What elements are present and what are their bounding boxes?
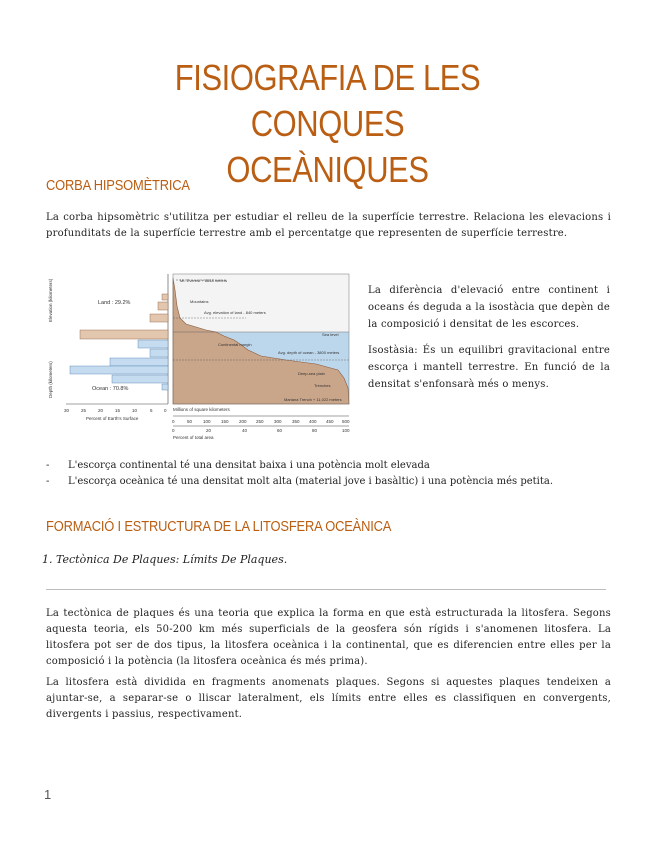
mariana-label: Mariana Trench + 11,022 meters [284,397,342,402]
land-label: Land : 29.2% [98,300,131,306]
isostasy-definition: Isostàsia: És un equilibri gravitacional entre escorça i mantell terrestre. En funció de la densitat s'enfonsarà més o menys. [368,345,610,390]
pct-tick-20: 20 [206,428,212,433]
km-tick-250: 250 [256,419,264,424]
trenches-label: Trenches [314,383,331,388]
hypsometric-figure [46,270,351,442]
everest-label: Mt. Everest + 8848 meters [180,278,228,283]
x-axis-left-label: Percent of Earth's Surface [86,416,139,421]
x-axis-right-top-label: Millions of square kilometers [173,407,230,412]
title-line-1: FISIOGRAFIA DE LES CONQUES [174,57,481,144]
left-tick-30: 30 [64,408,70,413]
km-tick-0: 0 [172,419,175,424]
land-bar-1 [162,294,168,300]
bullet-text: L'escorça oceànica té una densitat molt alta (material jove i basàltic) i una potència més petita. [68,476,554,487]
km-tick-150: 150 [221,419,229,424]
plates-paragraph: La litosfera està dividida en fragments anomenats plaques. Segons si aquestes plaques tendeixen a ajuntar-se, a separar-se o lliscar lateralment, els límits entre elles es classifiquen en convergents, divergents i passius, respectivament. [46,677,611,720]
km-tick-350: 350 [292,419,300,424]
km-tick-450: 450 [326,419,334,424]
left-tick-10: 10 [132,408,138,413]
km-tick-50: 50 [187,419,193,424]
km-tick-200: 200 [239,419,247,424]
km-tick-300: 300 [274,419,282,424]
x-axis-right-bottom-label: Percent of total area [173,435,214,440]
ocean-bar-5 [112,375,168,383]
section-heading-lithosphere: FORMACIÓ I ESTRUCTURA DE LA LITOSFERA OCEÀNICA [46,518,392,535]
left-tick-5: 5 [150,408,153,413]
land-bar-3 [150,314,168,322]
divider [46,589,606,590]
km-tick-400: 400 [309,419,317,424]
left-tick-20: 20 [98,408,104,413]
pct-tick-100: 100 [342,428,350,433]
deep-sea-plain-label: Deep-sea plain [298,371,325,376]
km-tick-100: 100 [203,419,211,424]
pct-tick-0: 0 [172,428,175,433]
sea-level-label: Sea level [322,332,339,337]
hypsometric-chart [46,270,351,442]
avg-ocean-label: Avg. depth of ocean - 3800 meters [278,350,340,355]
section-heading-hypsometric: CORBA HIPSOMÈTRICA [46,177,190,194]
intro-paragraph: La corba hipsomètric s'utilitza per estudiar el relleu de la superfície terrestre. Relaciona les elevacions i profunditats de la superfície terrestre amb el percentatge que representen de superfície terrestre. [46,212,611,239]
ocean-bar-1 [138,340,168,348]
land-bar-2 [158,302,168,310]
title-line-2: OCEÀNIQUES [226,149,429,190]
left-tick-15: 15 [115,408,121,413]
subheading-plate-tectonics: 1. Tectònica De Plaques: Límits De Plaques. [42,553,288,566]
ocean-bar-4 [70,366,168,374]
ocean-bar-2 [150,349,168,357]
page-title [97,55,557,193]
mountains-label: Mountains [190,299,209,304]
ocean-label: Ocean : 70.8% [92,386,129,392]
pct-tick-80: 80 [312,428,318,433]
pct-tick-40: 40 [242,428,248,433]
continental-margin-label: Continental margin [218,342,252,347]
y-axis-bottom-label: Depth (kilometers) [48,361,53,398]
ocean-bar-3 [110,358,168,366]
bullet-text: L'escorça continental té una densitat baixa i una potència molt elevada [68,460,430,471]
left-tick-25: 25 [81,408,87,413]
isostasy-paragraph: La diferència d'elevació entre continent i oceans és deguda a la isostàcia que depèn de la composició i densitat de les escorces. [368,285,610,330]
y-axis-top-label: Elevation (kilometers) [48,278,53,322]
tectonics-paragraph: La tectònica de plaques és una teoria que explica la forma en que està estructurada la litosfera. Segons aquesta teoria, els 50-200 km més superficials de la geosfera són rígids i s'anomenen litosfera. La litosfera pot ser de dos tipus, la litosfera oceànica i la continental, que es diferencien entre elles per la composició i la potència (la litosfera oceànica és més prima). [46,608,611,667]
land-bar-4 [80,330,168,339]
km-tick-500: 500 [342,419,350,424]
page-number: 1 [44,787,52,802]
avg-land-label: Avg. elevation of land - 840 meters [204,310,266,315]
pct-tick-60: 60 [277,428,283,433]
left-tick-0: 0 [164,408,167,413]
ocean-bar-6 [162,384,168,390]
